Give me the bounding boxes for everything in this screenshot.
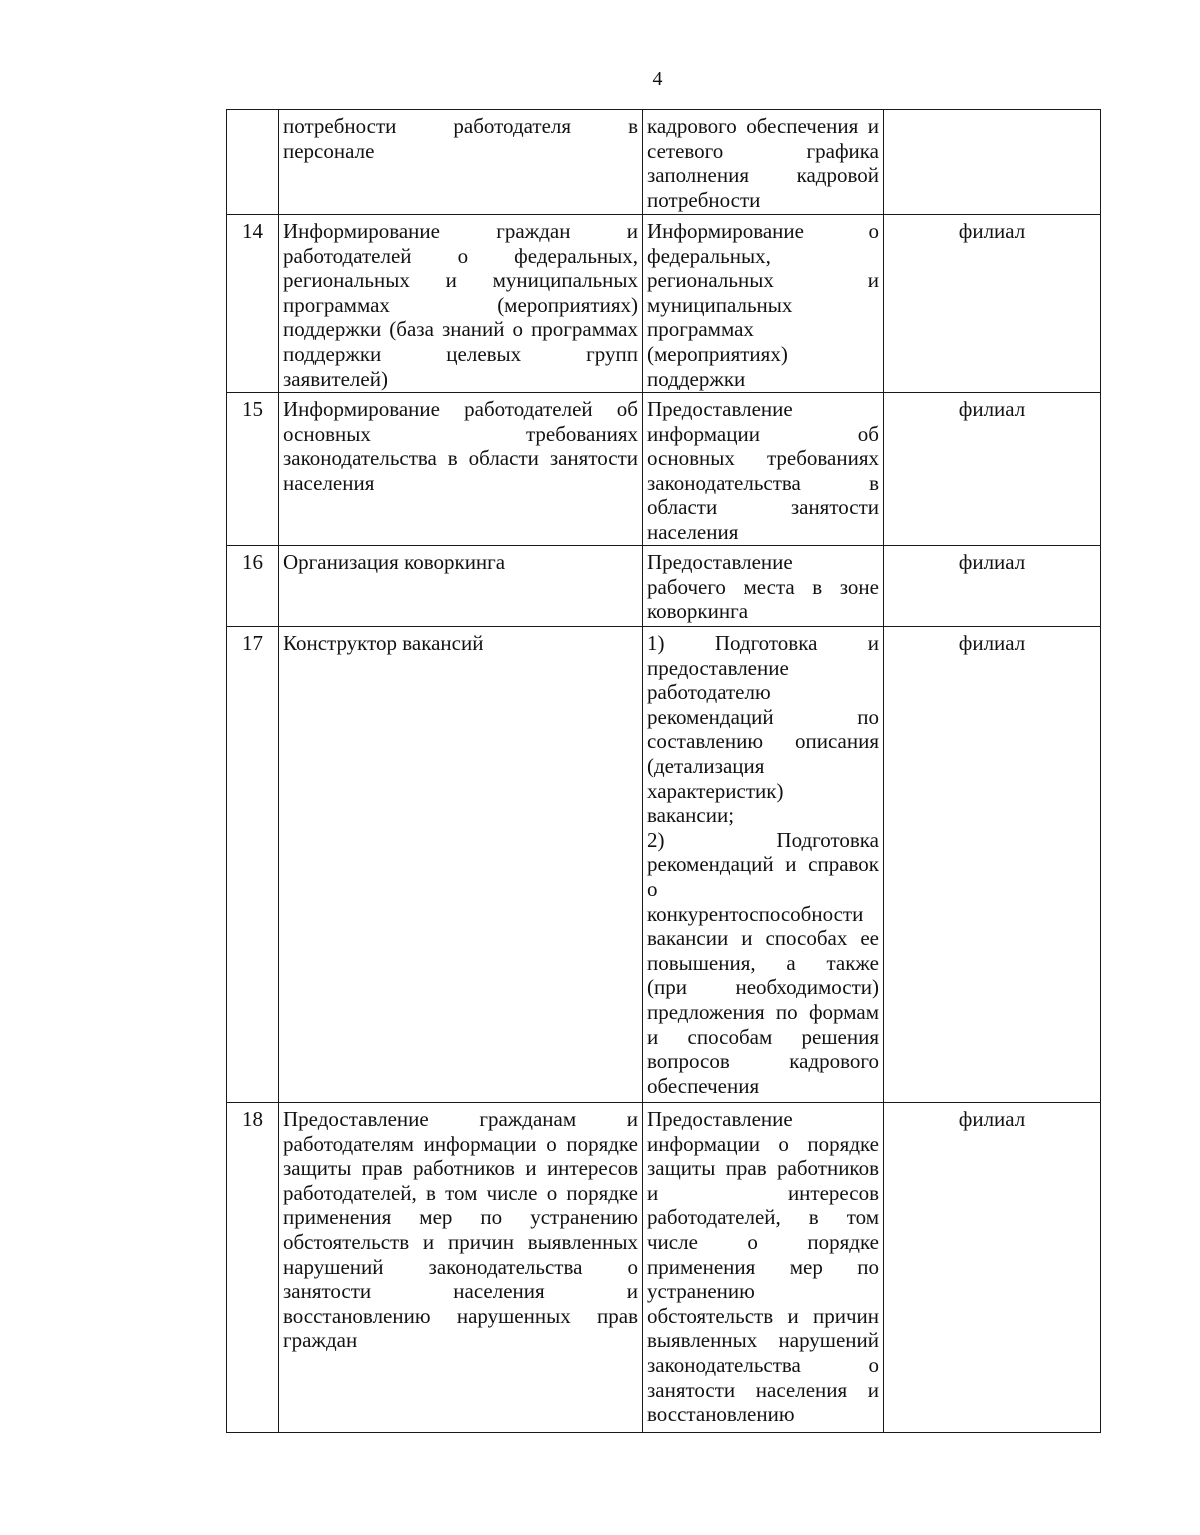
- service-result-line: предложения по формам: [647, 999, 879, 1024]
- service-name-cell: [279, 393, 643, 546]
- service-result-line: повышения, а также: [647, 950, 879, 975]
- service-result-line: информации об: [647, 421, 879, 446]
- services-table-body: [227, 110, 1101, 1433]
- provider-cell: [884, 110, 1101, 215]
- service-result-line: региональных и: [647, 268, 879, 293]
- table-row: [227, 546, 1101, 627]
- service-result-line: рабочего места в зоне: [647, 574, 879, 599]
- row-number: 18: [227, 1103, 279, 1433]
- service-name-line: Организация коворкинга: [283, 550, 506, 574]
- service-name-cell: [279, 215, 643, 393]
- service-result-line: кадрового обеспечения и: [647, 114, 879, 138]
- service-name-line: Предоставление гражданам и: [283, 1107, 638, 1131]
- services-table: [226, 109, 1101, 1433]
- service-result-line: потребности: [647, 187, 761, 212]
- service-result-cell: [643, 546, 884, 627]
- service-result-line: Предоставление: [647, 550, 793, 574]
- service-result-line: населения: [647, 519, 739, 544]
- service-name-line: Информирование работодателей об: [283, 397, 638, 421]
- provider-cell: филиал: [884, 393, 1101, 546]
- row-number: 15: [227, 393, 279, 546]
- service-result-line: применения мер по: [647, 1254, 879, 1279]
- service-result-line: 1) Подготовка и: [647, 631, 879, 655]
- service-result-line: вакансии;: [647, 803, 735, 828]
- service-result-cell: [643, 627, 884, 1103]
- service-name-cell: [279, 110, 643, 215]
- service-result-cell: [643, 1103, 884, 1433]
- service-result-line: Предоставление: [647, 1107, 793, 1131]
- service-result-cell: [643, 215, 884, 393]
- service-name-line: заявителей): [283, 366, 388, 391]
- service-name-line: населения: [283, 470, 375, 495]
- service-result-line: федеральных,: [647, 243, 771, 268]
- service-name-line: Конструктор вакансий: [283, 631, 484, 655]
- service-result-cell: [643, 110, 884, 215]
- service-result-line: составлению описания: [647, 729, 879, 754]
- service-result-line: коворкинга: [647, 599, 749, 624]
- service-result-line: законодательства о: [647, 1352, 879, 1377]
- service-result-line: предоставление: [647, 655, 789, 680]
- service-result-cell: [643, 393, 884, 546]
- service-result-line: характеристик): [647, 778, 784, 803]
- service-result-line: работодателю: [647, 680, 771, 705]
- service-name-line: восстановлению нарушенных прав: [283, 1303, 638, 1328]
- table-row: [227, 1103, 1101, 1433]
- provider-cell: филиал: [884, 546, 1101, 627]
- service-result-line: о: [647, 876, 658, 901]
- service-name-cell: [279, 1103, 643, 1433]
- service-result-line: вакансии и способах ее: [647, 926, 879, 951]
- service-name-line: программах (мероприятиях): [283, 292, 638, 317]
- service-name-line: работодателей о федеральных,: [283, 243, 638, 268]
- service-result-line: Предоставление: [647, 397, 793, 421]
- page-number: 4: [652, 68, 663, 90]
- service-result-line: и способам решения: [647, 1024, 879, 1049]
- row-number: 16: [227, 546, 279, 627]
- service-result-line: 2) Подготовка: [647, 827, 879, 852]
- service-name-line: потребности работодателя в: [283, 114, 638, 138]
- service-name-line: обстоятельств и причин выявленных: [283, 1229, 638, 1254]
- service-result-line: поддержки: [647, 366, 746, 391]
- table-row: [227, 393, 1101, 546]
- service-name-line: защиты прав работников и интересов: [283, 1156, 638, 1181]
- service-result-line: выявленных нарушений: [647, 1328, 879, 1353]
- service-result-line: рекомендаций и справок: [647, 852, 879, 877]
- service-result-line: заполнения кадровой: [647, 163, 879, 188]
- service-name-line: региональных и муниципальных: [283, 268, 638, 293]
- service-name-line: поддержки целевых групп: [283, 341, 638, 366]
- service-result-line: Информирование о: [647, 219, 879, 243]
- service-name-line: персонале: [283, 138, 375, 163]
- service-result-line: (детализация: [647, 753, 765, 778]
- service-name-line: работодателей, в том числе о порядке: [283, 1180, 638, 1205]
- provider-cell: филиал: [884, 215, 1101, 393]
- service-name-cell: [279, 627, 643, 1103]
- service-result-line: восстановлению: [647, 1402, 795, 1427]
- row-number: 17: [227, 627, 279, 1103]
- service-name-line: Информирование граждан и: [283, 219, 638, 243]
- table-row: [227, 110, 1101, 215]
- service-result-line: муниципальных: [647, 292, 793, 317]
- service-result-line: устранению: [647, 1279, 755, 1304]
- service-name-cell: [279, 546, 643, 627]
- service-name-line: поддержки (база знаний о программах: [283, 317, 638, 342]
- service-result-line: рекомендаций по: [647, 704, 879, 729]
- service-result-line: (мероприятиях): [647, 341, 788, 366]
- provider-cell: филиал: [884, 627, 1101, 1103]
- provider-cell: филиал: [884, 1103, 1101, 1433]
- row-number: 14: [227, 215, 279, 393]
- service-name-line: занятости населения и: [283, 1279, 638, 1304]
- service-result-line: обеспечения: [647, 1073, 760, 1098]
- service-name-line: основных требованиях: [283, 421, 638, 446]
- service-name-line: нарушений законодательства о: [283, 1254, 638, 1279]
- table-row: [227, 627, 1101, 1103]
- service-result-line: основных требованиях: [647, 446, 879, 471]
- service-name-line: граждан: [283, 1328, 358, 1353]
- service-result-line: работодателей, в том: [647, 1205, 879, 1230]
- service-result-line: занятости населения и: [647, 1377, 879, 1402]
- service-name-line: применения мер по устранению: [283, 1205, 638, 1230]
- service-name-line: работодателям информации о порядке: [283, 1131, 638, 1156]
- service-name-line: законодательства в области занятости: [283, 446, 638, 471]
- service-result-line: вопросов кадрового: [647, 1049, 879, 1074]
- service-result-line: (при необходимости): [647, 975, 879, 1000]
- service-result-line: законодательства в: [647, 470, 879, 495]
- service-result-line: защиты прав работников: [647, 1156, 879, 1181]
- service-result-line: конкурентоспособности: [647, 901, 864, 926]
- service-result-line: области занятости: [647, 495, 879, 520]
- service-result-line: и интересов: [647, 1180, 879, 1205]
- service-result-line: программах: [647, 317, 754, 342]
- row-number: [227, 110, 279, 215]
- service-result-line: обстоятельств и причин: [647, 1303, 879, 1328]
- service-result-line: числе о порядке: [647, 1229, 879, 1254]
- table-row: [227, 215, 1101, 393]
- service-result-line: сетевого графика: [647, 138, 879, 163]
- service-result-line: информации о порядке: [647, 1131, 879, 1156]
